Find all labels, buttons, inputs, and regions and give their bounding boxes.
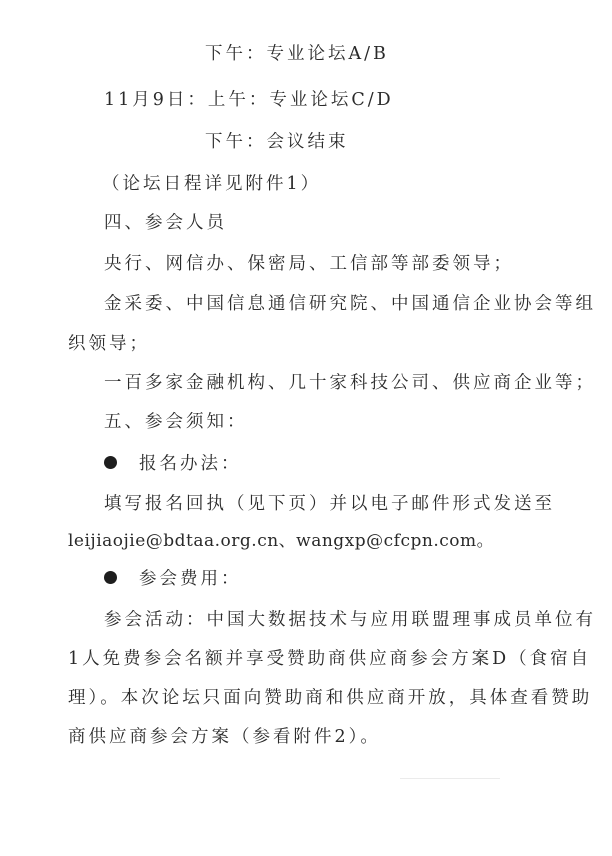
fee-line-3: 理）。本次论坛只面向赞助商和供应商开放，具体查看赞助 bbox=[68, 688, 593, 708]
faint-scan-mark bbox=[400, 770, 500, 779]
schedule-line-end: 下午：会议结束 bbox=[205, 132, 349, 152]
section5-heading: 五、参会须知： bbox=[104, 412, 248, 432]
attendees-line-3: 一百多家金融机构、几十家科技公司、供应商企业等； bbox=[104, 373, 596, 393]
attendees-line-2a: 金采委、中国信息通信研究院、中国通信企业协会等组 bbox=[104, 294, 596, 314]
bullet-dot-icon bbox=[104, 571, 117, 584]
schedule-note: （论坛日程详见附件1） bbox=[102, 174, 322, 194]
section4-heading: 四、参会人员 bbox=[104, 213, 227, 233]
attendees-line-1: 央行、网信办、保密局、工信部等部委领导； bbox=[104, 254, 514, 274]
registration-text: 填写报名回执（见下页）并以电子邮件形式发送至 bbox=[104, 494, 555, 514]
fee-line-4: 商供应商参会方案（参看附件2）。 bbox=[68, 727, 381, 747]
schedule-line-nov9: 11月9日：上午：专业论坛C/D bbox=[104, 90, 394, 110]
registration-emails: leijiaojie@bdtaa.org.cn、wangxp@cfcpn.com。 bbox=[68, 531, 495, 551]
schedule-line-afternoon-ab: 下午：专业论坛A/B bbox=[205, 44, 389, 64]
attendees-line-2b: 织领导； bbox=[68, 334, 150, 354]
bullet-registration-label: 报名办法： bbox=[139, 454, 242, 474]
bullet-dot-icon bbox=[104, 456, 117, 469]
bullet-fees-label: 参会费用： bbox=[139, 569, 242, 589]
fee-line-2: 1人免费参会名额并享受赞助商供应商参会方案D（食宿自 bbox=[68, 649, 592, 669]
bullet-registration bbox=[104, 456, 242, 474]
fee-line-1: 参会活动：中国大数据技术与应用联盟理事成员单位有 bbox=[104, 610, 596, 630]
bullet-fees bbox=[104, 571, 242, 589]
